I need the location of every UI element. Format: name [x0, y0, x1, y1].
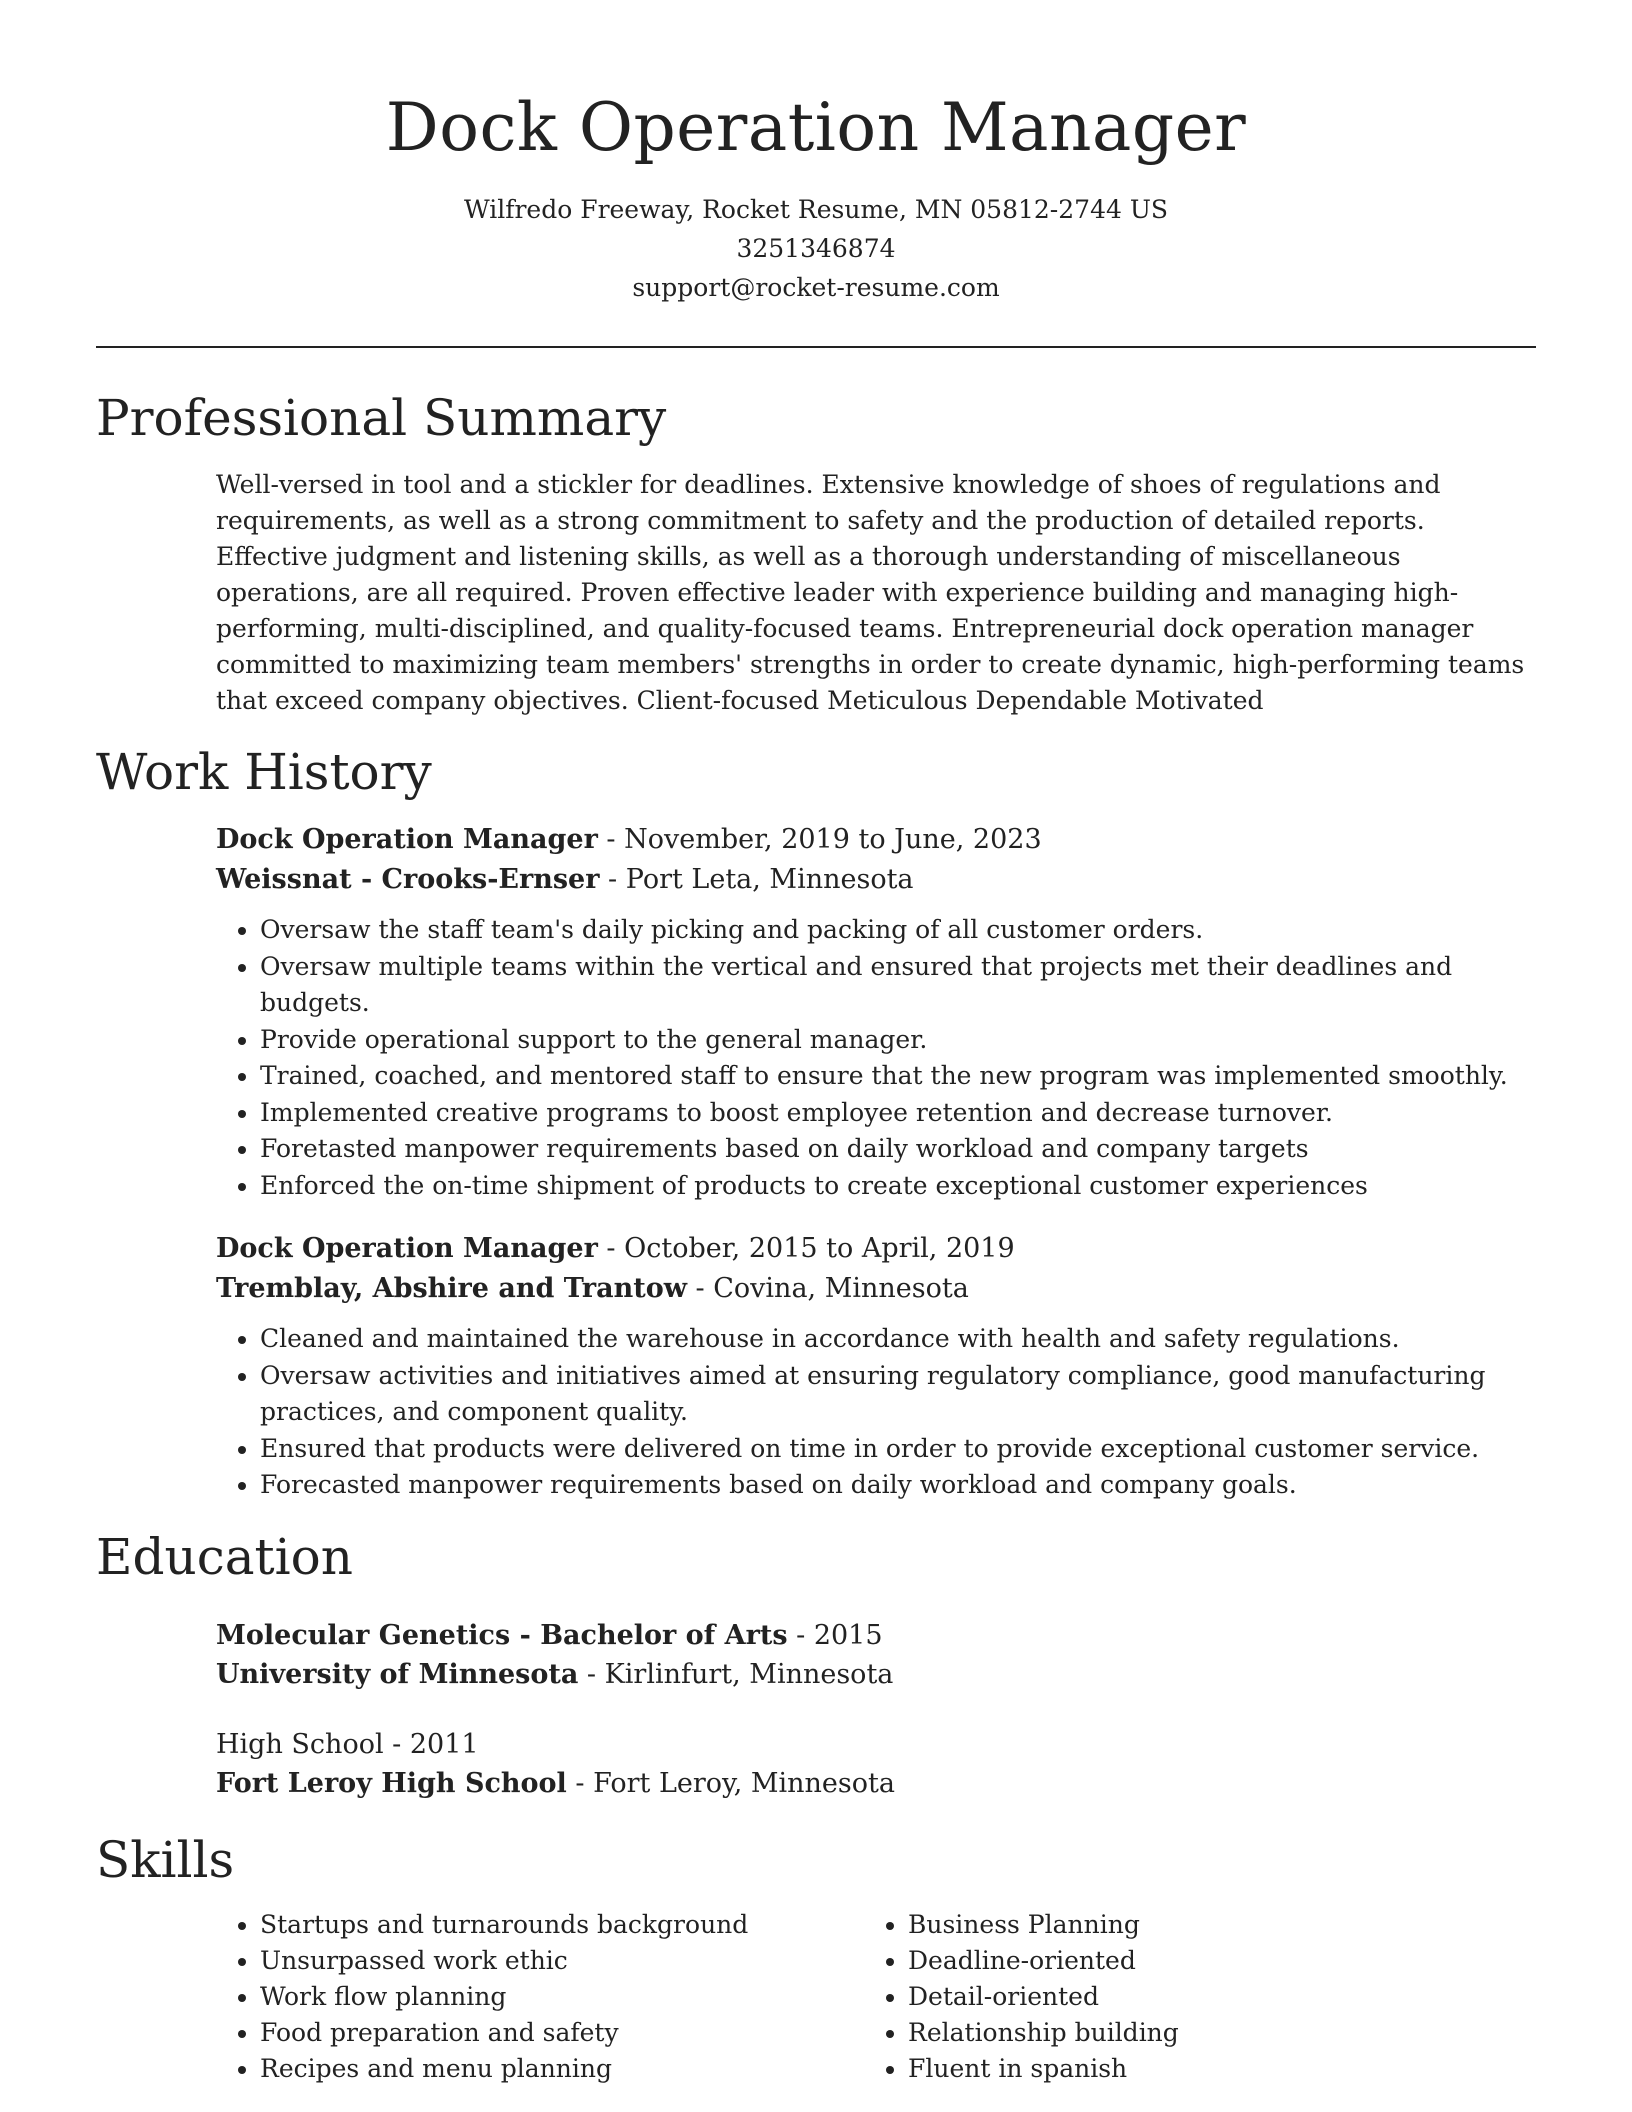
job-entry [216, 1229, 1536, 1504]
education-section [216, 1616, 1536, 1803]
skill-item: • Detail-oriented [908, 1979, 1512, 2015]
list-item: • Trained, coached, and mentored staff to ensure that the new program was implemented smoothly. [260, 1058, 1536, 1095]
job-role: Dock Operation Manager [216, 824, 598, 855]
education-location: - Kirlinfurt, Minnesota [578, 1658, 894, 1690]
contact-email: support@rocket-resume.com [632, 273, 1000, 302]
job-company-line [216, 860, 1536, 900]
education-school: University of Minnesota [216, 1658, 579, 1690]
job-entry [216, 820, 1536, 1204]
skill-item: • Recipes and menu planning [260, 2051, 864, 2087]
education-degree: Molecular Genetics - Bachelor of Arts [216, 1619, 788, 1651]
education-school-line [216, 1655, 1536, 1694]
skill-item: • Unsurpassed work ethic [260, 1943, 864, 1979]
job-role-line [216, 1229, 1536, 1269]
education-year: - 2011 [383, 1728, 479, 1760]
skill-item: • Fluent in spanish [908, 2051, 1512, 2087]
education-degree-line [216, 1725, 1536, 1764]
education-entry [216, 1725, 1536, 1803]
skills-list-left [216, 1907, 864, 2087]
section-title-education: Education [96, 1527, 353, 1586]
education-degree: High School [216, 1728, 384, 1760]
summary-text: Well-versed in tool and a stickler for deadlines. Extensive knowledge of shoes of regulations and requirements, as well as a strong commitment to safety and the production of detailed reports. Effective judgment and listening skills, as well as a thorough understanding of miscellaneous operations, are all required. Proven effective leader with experience building and managing high-performing, multi-disciplined, and quality-focused teams. Entrepreneurial dock operation manager committed to maximizing team members' strengths in order to create dynamic, high-performing teams that exceed company objectives. Client-focused Meticulous Dependable Motivated [216, 470, 1525, 715]
skill-item: • Deadline-oriented [908, 1943, 1512, 1979]
section-title-skills: Skills [96, 1830, 235, 1889]
job-role: Dock Operation Manager [216, 1233, 598, 1264]
education-location: - Fort Leroy, Minnesota [566, 1767, 895, 1799]
job-bullets [216, 912, 1536, 1204]
list-item: • Cleaned and maintained the warehouse in accordance with health and safety regulations. [260, 1321, 1536, 1358]
skill-item: • Work flow planning [260, 1979, 864, 2015]
summary-section [216, 467, 1536, 719]
work-history-section [216, 820, 1536, 1504]
job-dates: - November, 2019 to June, 2023 [597, 824, 1042, 855]
list-item: • Forecasted manpower requirements based on daily workload and company goals. [260, 1467, 1536, 1504]
list-item: • Enforced the on-time shipment of products to create exceptional customer experiences [260, 1168, 1536, 1205]
job-company: Weissnat - Crooks-Ernser [216, 864, 600, 895]
skill-item: • Food preparation and safety [260, 2015, 864, 2051]
job-location: - Covina, Minnesota [686, 1273, 969, 1304]
list-item: • Ensured that products were delivered on time in order to provide exceptional customer service. [260, 1431, 1536, 1468]
list-item: • Provide operational support to the general manager. [260, 1022, 1536, 1059]
candidate-title: Dock Operation Manager [385, 89, 1247, 166]
section-title-work-history: Work History [96, 743, 432, 801]
job-location: - Port Leta, Minnesota [599, 864, 914, 895]
list-item: • Oversaw activities and initiatives aimed at ensuring regulatory compliance, good manufacturing practices, and component quality. [260, 1358, 1536, 1431]
job-company-line [216, 1269, 1536, 1309]
contact-address: Wilfredo Freeway, Rocket Resume, MN 05812-2744 US [463, 195, 1169, 224]
skill-item: • Relationship building [908, 2015, 1512, 2051]
education-year: - 2015 [787, 1619, 883, 1651]
header-divider [96, 346, 1536, 348]
section-title-summary: Professional Summary [96, 389, 667, 447]
skills-columns [216, 1907, 1536, 2087]
resume-header [96, 80, 1536, 307]
education-entry [216, 1616, 1536, 1694]
education-school-line [216, 1764, 1536, 1803]
list-item: • Oversaw multiple teams within the vertical and ensured that projects met their deadlines and budgets. [260, 949, 1536, 1022]
skill-item: • Startups and turnarounds background [260, 1907, 864, 1943]
education-school: Fort Leroy High School [216, 1767, 567, 1799]
job-company: Tremblay, Abshire and Trantow [216, 1273, 687, 1304]
list-item: • Foretasted manpower requirements based on daily workload and company targets [260, 1131, 1536, 1168]
education-degree-line [216, 1616, 1536, 1655]
skills-section [216, 1907, 1536, 2087]
skill-item: • Business Planning [908, 1907, 1512, 1943]
contact-phone: 3251346874 [736, 234, 896, 263]
list-item: • Oversaw the staff team's daily picking and packing of all customer orders. [260, 912, 1536, 949]
job-role-line [216, 820, 1536, 860]
skills-list-right [864, 1907, 1512, 2087]
job-dates: - October, 2015 to April, 2019 [597, 1233, 1015, 1264]
list-item: • Implemented creative programs to boost employee retention and decrease turnover. [260, 1095, 1536, 1132]
job-bullets [216, 1321, 1536, 1504]
